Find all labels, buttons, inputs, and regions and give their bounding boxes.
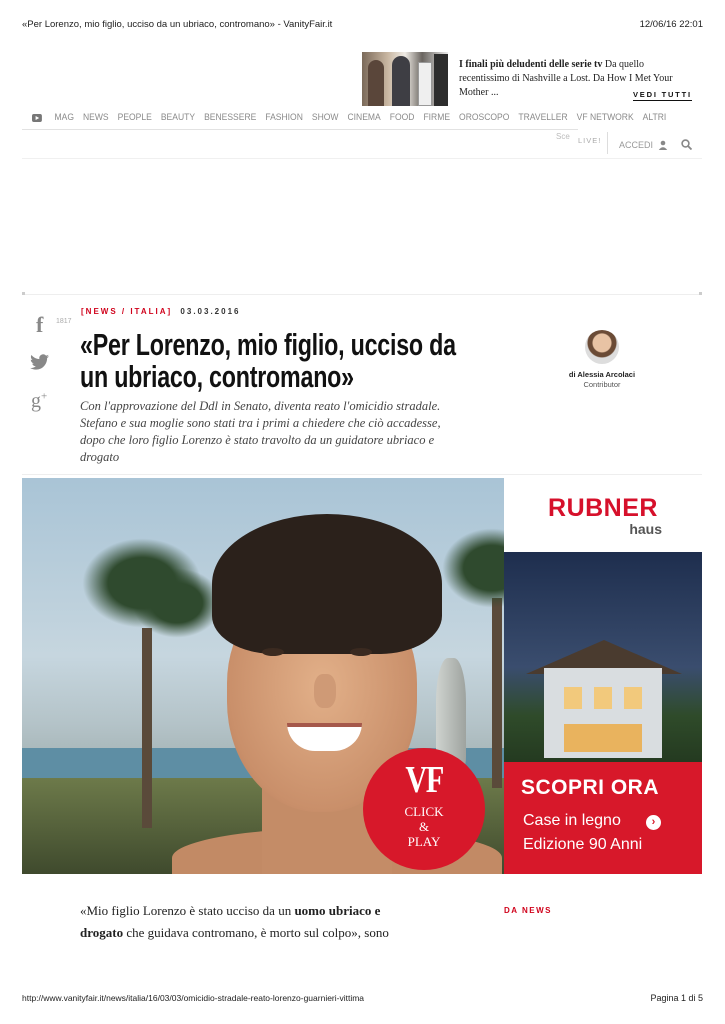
facebook-share-count: 1817 — [56, 318, 72, 325]
chevron-right-icon[interactable]: › — [646, 815, 661, 830]
related-section-label[interactable]: DA NEWS — [504, 906, 552, 915]
print-header — [22, 19, 703, 33]
nav-item-beauty[interactable]: BEAUTY — [160, 112, 196, 123]
ad-line-2: Edizione 90 Anni — [523, 836, 643, 853]
category-label[interactable]: [NEWS / ITALIA] — [81, 307, 173, 316]
divider — [22, 474, 702, 475]
nav-item-news[interactable]: NEWS — [82, 112, 109, 123]
facebook-icon[interactable]: f — [36, 312, 44, 337]
vf-logo: VF — [405, 759, 443, 801]
nav-item-firme[interactable]: FIRME — [423, 112, 451, 123]
nav-item-mag[interactable]: MAG — [54, 112, 74, 123]
body-text-start: «Mio figlio Lorenzo è stato ucciso da un — [80, 903, 295, 918]
google-plus-icon[interactable]: g+ — [31, 390, 48, 412]
ad-brand-sub: haus — [629, 521, 662, 537]
ad-line-1: Case in legno — [523, 812, 621, 829]
body-text-end: che guidava contromano, è morto sul colpo», sono — [123, 925, 389, 940]
nav-item-traveller[interactable]: TRAVELLER — [518, 112, 568, 123]
author-role: Contributor — [583, 380, 621, 389]
advertisement-banner[interactable] — [504, 478, 702, 874]
article-headline: «Per Lorenzo, mio figlio, ucciso da un ubriaco, contromano» — [80, 327, 456, 394]
nav-item-oroscopo[interactable]: OROSCOPO — [459, 112, 510, 123]
article-body — [80, 900, 430, 944]
print-footer — [22, 993, 703, 1007]
author-box[interactable] — [555, 330, 649, 389]
nav-item-people[interactable]: PEOPLE — [117, 112, 152, 123]
promo-description: Da quello recentissimo di Nashville a Lost. Da How I Met Your Mother ... — [459, 59, 673, 98]
ad-brand: RUBNER — [548, 494, 658, 522]
author-name[interactable]: di Alessia Arcolaci — [568, 370, 636, 379]
frame-corner — [22, 292, 25, 295]
print-page-title: «Per Lorenzo, mio figlio, ucciso da un ubriaco, contromano» - VanityFair.it — [22, 19, 333, 30]
ad-house-image — [504, 552, 702, 762]
nav-item-fashion[interactable]: FASHION — [265, 112, 303, 123]
ad-cta-title[interactable]: SCOPRI ORA — [521, 776, 660, 799]
print-datetime: 12/06/16 22:01 — [639, 19, 703, 30]
promo-title[interactable]: I finali più deludenti delle serie tv — [459, 59, 603, 70]
body-bold-2: drogato — [80, 925, 124, 940]
body-bold-1: uomo ubriaco e — [294, 903, 381, 918]
utility-bar — [556, 132, 702, 158]
vf-click-and-play-button[interactable] — [363, 748, 485, 870]
choose-edition-label[interactable]: Sce — [556, 132, 570, 141]
divider — [22, 158, 702, 159]
article-date: 03.03.2016 — [180, 307, 241, 316]
search-icon[interactable] — [681, 139, 692, 150]
article-subtitle: Con l'approvazione del Ddl in Senato, diventa reato l'omicidio stradale. Stefano e sua moglie sono stati tra i primi a chiedere che ciò accadesse, dopo che loro figlio Lorenzo è stato travolto da un guidatore ubriaco e drogato — [80, 399, 441, 464]
nav-item-show[interactable]: SHOW — [311, 112, 339, 123]
frame-corner — [699, 292, 702, 295]
badge-line-click: CLICK — [404, 804, 444, 819]
badge-line-amp: & — [418, 819, 430, 834]
avatar[interactable] — [585, 330, 619, 364]
badge-line-play: PLAY — [407, 834, 441, 849]
promo-thumbnail[interactable] — [362, 52, 448, 106]
login-link[interactable]: ACCEDI — [619, 140, 654, 150]
divider — [22, 294, 702, 295]
nav-item-food[interactable]: FOOD — [389, 112, 415, 123]
nav-item-cinema[interactable]: CINEMA — [347, 112, 381, 123]
nav-item-benessere[interactable]: BENESSERE — [204, 112, 257, 123]
user-icon[interactable] — [658, 140, 668, 150]
main-nav — [22, 108, 667, 130]
nav-item-altri[interactable]: ALTRI — [642, 112, 667, 123]
print-page-number: Pagina 1 di 5 — [650, 993, 703, 1003]
see-all-link[interactable]: VEDI TUTTI — [633, 90, 692, 99]
nav-item-vf-network[interactable]: VF NETWORK — [576, 112, 634, 123]
article-category[interactable] — [81, 307, 240, 316]
twitter-icon[interactable] — [30, 354, 50, 370]
print-url: http://www.vanityfair.it/news/italia/16/03/03/omicidio-stradale-reato-lorenzo-guarnieri-vittima — [22, 993, 365, 1003]
ad-call-to-action[interactable] — [504, 762, 702, 874]
live-link[interactable]: LIVE! — [578, 136, 602, 145]
youtube-icon[interactable] — [32, 114, 42, 122]
divider — [607, 132, 608, 154]
